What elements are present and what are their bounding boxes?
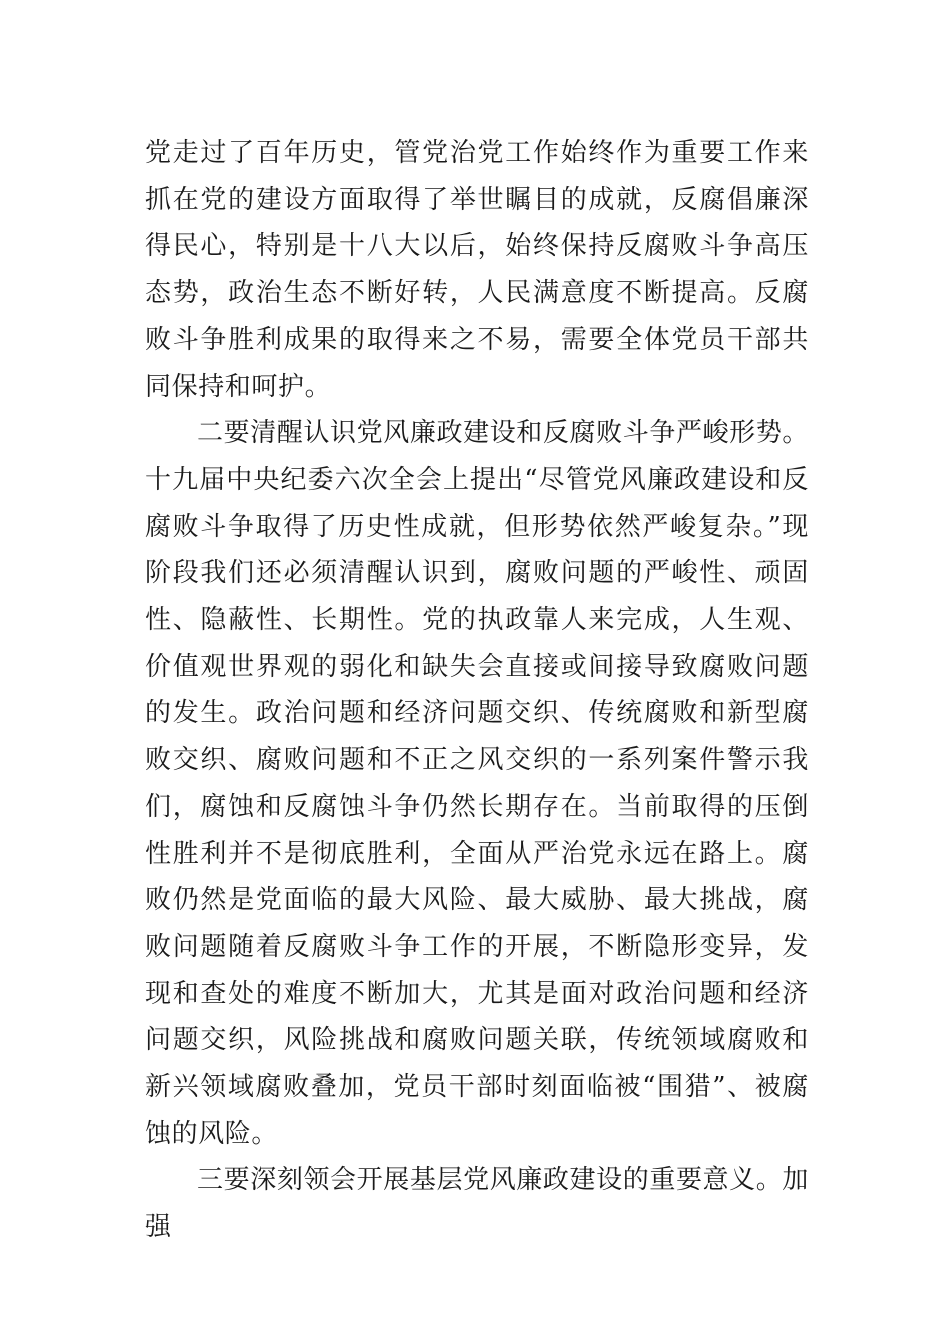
document-body: [145, 130, 809, 1251]
paragraph-continuation: 党走过了百年历史，管党治党工作始终作为重要工作来抓在党的建设方面取得了举世瞩目的成就，反腐倡廉深得民心，特别是十八大以后，始终保持反腐败斗争高压态势，政治生态不断好转，人民满意度不断提高。反腐败斗争胜利成果的取得来之不易，需要全体党员干部共同保持和呵护。: [145, 138, 809, 402]
paragraph-severe-situation: 二要清醒认识党风廉政建设和反腐败斗争严峻形势。十九届中央纪委六次全会上提出“尽管党风廉政建设和反腐败斗争取得了历史性成就，但形势依然严峻复杂。”现阶段我们还必须清醒认识到，腐败问题的严峻性、顽固性、隐蔽性、长期性。党的执政靠人来完成，人生观、价值观世界观的弱化和缺失会直接或间接导致腐败问题的发生。政治问题和经济问题交织、传统腐败和新型腐败交织、腐败问题和不正之风交织的一系列案件警示我们，腐蚀和反腐蚀斗争仍然长期存在。当前取得的压倒性胜利并不是彻底胜利，全面从严治党永远在路上。腐败仍然是党面临的最大风险、最大威胁、最大挑战，腐败问题随着反腐败斗争工作的开展，不断隐形变异，发现和查处的难度不断加大，尤其是面对政治问题和经济问题交织，风险挑战和腐败问题关联，传统领域腐败和新兴领域腐败叠加，党员干部时刻面临被“围猎”、被腐蚀的风险。: [145, 418, 809, 1149]
paragraph-significance: 三要深刻领会开展基层党风廉政建设的重要意义。加强: [145, 1165, 809, 1243]
